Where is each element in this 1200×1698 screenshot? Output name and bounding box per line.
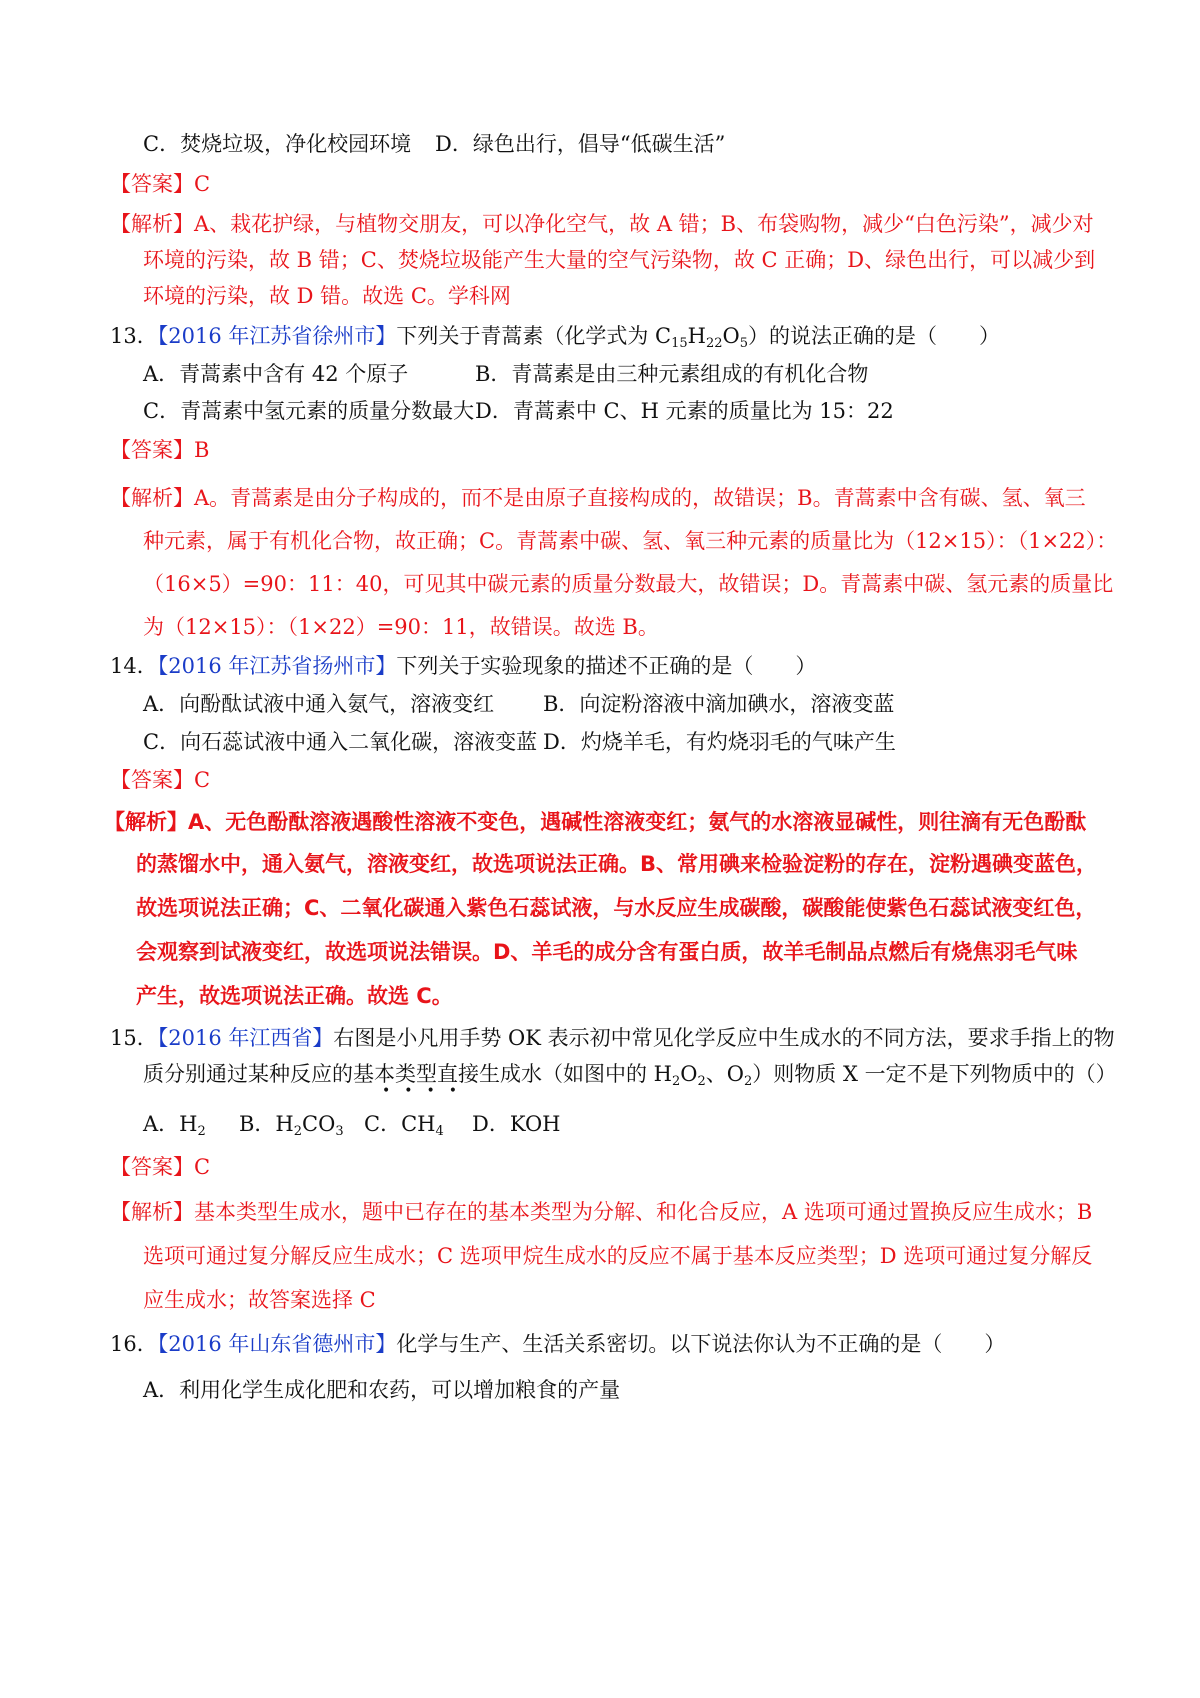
q15-option-b	[239, 1110, 364, 1138]
q15-analysis-line-2: 选项可通过复分解反应生成水；C 选项甲烷生成水的反应不属于基本反应类型；D 选项可通过复分解反	[143, 1244, 1093, 1268]
q14-option-c: C．向石蕊试液中通入二氧化碳，溶液变蓝	[143, 730, 538, 754]
question-number: 13．	[110, 324, 158, 348]
subscript: 22	[705, 336, 723, 351]
analysis-tag: 【解析】	[110, 486, 194, 510]
q15-answer	[110, 1153, 210, 1181]
stem-text: ）则物质 X 一定不是下列物质中的（）	[752, 1062, 1117, 1086]
q12-answer	[110, 170, 210, 198]
q14-options-row-1	[143, 690, 894, 718]
q13-option-a: A．青蒿素中含有 42 个原子	[143, 362, 409, 386]
analysis-tag: 【解析】	[110, 1200, 194, 1224]
q14-options-row-2	[143, 728, 896, 756]
q14-option-b: B．向淀粉溶液中滴加碘水，溶液变蓝	[543, 692, 895, 716]
q15-analysis-line-1	[110, 1198, 1092, 1226]
subscript: 2	[697, 1074, 706, 1089]
stem-text: ）的说法正确的是（ ）	[748, 324, 1001, 348]
q14-analysis-line-4: 会观察到试液变红，故选项说法错误。D、羊毛的成分含有蛋白质，故羊毛制品点燃后有烧焦羽毛气味	[136, 940, 1078, 964]
question-source: 【2016 年江苏省徐州市】	[157, 324, 397, 348]
q12-analysis-line-1	[110, 210, 1094, 238]
stem-text: 质分别通过某种反应的基本类型直接生成水（如图中的 H	[143, 1062, 672, 1086]
q16-stem	[110, 1330, 1005, 1358]
option-text: A．H	[143, 1112, 198, 1136]
analysis-tag: 【解析】	[110, 212, 194, 236]
formula-part: O	[680, 1062, 698, 1086]
subscript: 15	[671, 336, 688, 351]
q12-options-row	[143, 130, 725, 158]
subscript: 2	[293, 1124, 303, 1139]
q13-stem	[110, 322, 1000, 350]
q12-option-c: C．焚烧垃圾，净化校园环境	[143, 132, 412, 156]
question-number: 15．	[110, 1026, 158, 1050]
subscript: 2	[744, 1074, 753, 1089]
subscript: 2	[197, 1124, 206, 1139]
q13-analysis-line-1	[110, 484, 1086, 512]
stem-text: 下列关于实验现象的描述不正确的是（ ）	[396, 654, 817, 678]
question-number: 16．	[110, 1332, 158, 1356]
answer-value: B	[194, 438, 210, 462]
stem-text: 化学与生产、生活关系密切。以下说法你认为不正确的是（ ）	[396, 1332, 1006, 1356]
q13-analysis-line-4: 为（12×15）：（1×22）=90：11，故错误。故选 B。	[143, 615, 659, 639]
q14-analysis-line-3: 故选项说法正确；C、二氧化碳通入紫色石蕊试液，与水反应生成碳酸，碳酸能使紫色石蕊试液变红色，	[136, 896, 1097, 920]
answer-value: C	[194, 768, 211, 792]
q15-stem-line-2	[143, 1060, 1117, 1088]
q12-analysis-line-3: 环境的污染，故 D 错。故选 C。学科网	[143, 284, 511, 308]
answer-tag: 【答案】	[110, 768, 194, 792]
q15-analysis-line-3: 应生成水；故答案选择 C	[143, 1288, 376, 1312]
answer-value: C	[194, 1155, 211, 1179]
q13-option-b: B．青蒿素是由三种元素组成的有机化合物	[475, 362, 869, 386]
q14-analysis-line-1	[104, 808, 1086, 836]
formula-part: 、O	[705, 1062, 744, 1086]
q13-analysis-line-3: （16×5）=90：11：40，可见其中碳元素的质量分数最大，故错误；D。青蒿素中碳、氢元素的质量比	[143, 572, 1114, 596]
q13-options-row-1	[143, 360, 868, 388]
option-text: C．CH	[364, 1112, 436, 1136]
q14-stem	[110, 652, 816, 680]
q15-options-row	[143, 1110, 561, 1138]
formula-part: O	[722, 324, 740, 348]
q14-option-a: A．向酚酞试液中通入氨气，溶液变红	[143, 692, 495, 716]
answer-tag: 【答案】	[110, 438, 194, 462]
q14-option-d: D．灼烧羊毛，有灼烧羽毛的气味产生	[543, 730, 896, 754]
analysis-text: A、无色酚酞溶液遇酸性溶液不变色，遇碱性溶液变红；氨气的水溶液显碱性，则往滴有无色酚酞	[188, 810, 1087, 834]
analysis-text: A。青蒿素是由分子构成的，而不是由原子直接构成的，故错误；B。青蒿素中含有碳、氢、氧三	[194, 486, 1086, 510]
q12-analysis-line-2: 环境的污染，故 B 错；C、焚烧垃圾能产生大量的空气污染物，故 C 正确；D、绿色出行，可以减少到	[143, 248, 1096, 272]
q15-stem-line-1	[110, 1024, 1115, 1052]
option-text: CO	[302, 1112, 336, 1136]
subscript: 4	[435, 1124, 444, 1139]
q14-analysis-line-5: 产生，故选项说法正确。故选 C。	[136, 984, 453, 1008]
question-number: 14．	[110, 654, 158, 678]
q13-answer	[110, 436, 209, 464]
subscript: 5	[739, 336, 749, 351]
analysis-text: 基本类型生成水，题中已存在的基本类型为分解、和化合反应，A 选项可通过置换反应生成水；B	[194, 1200, 1093, 1224]
stem-text: 右图是小凡用手势 OK 表示初中常见化学反应中生成水的不同方法，要求手指上的物	[333, 1026, 1115, 1050]
question-source: 【2016 年江西省】	[157, 1026, 334, 1050]
answer-tag: 【答案】	[110, 1155, 194, 1179]
q13-option-d: D．青蒿素中 C、H 元素的质量比为 15：22	[475, 399, 894, 423]
q15-option-c	[364, 1110, 472, 1138]
q13-analysis-line-2: 种元素，属于有机化合物，故正确；C。青蒿素中碳、氢、氧三种元素的质量比为（12×15）：（1×22）：	[143, 529, 1118, 553]
analysis-text: A、栽花护绿，与植物交朋友，可以净化空气，故 A 错；B、布袋购物，减少“白色污染”，减少对	[194, 212, 1094, 236]
formula-part: H	[687, 324, 706, 348]
q15-option-a	[143, 1110, 239, 1138]
subscript: 3	[335, 1124, 344, 1139]
stem-text: 下列关于青蒿素（化学式为 C	[396, 324, 672, 348]
answer-tag: 【答案】	[110, 172, 194, 196]
answer-value: C	[194, 172, 211, 196]
emphasis-dots: ••••	[382, 1083, 472, 1099]
q14-analysis-line-2: 的蒸馏水中，通入氨气，溶液变红，故选项说法正确。B、常用碘来检验淀粉的存在，淀粉遇碘变蓝色，	[136, 852, 1098, 876]
q16-option-a: A．利用化学生成化肥和农药，可以增加粮食的产量	[143, 1378, 621, 1402]
q13-options-row-2	[143, 397, 894, 425]
option-text: B．H	[239, 1112, 294, 1136]
q13-option-c: C．青蒿素中氢元素的质量分数最大	[143, 399, 475, 423]
q14-answer	[110, 766, 210, 794]
q15-option-d: D．KOH	[472, 1112, 561, 1136]
q12-option-d: D．绿色出行，倡导“低碳生活”	[435, 132, 726, 156]
question-source: 【2016 年江苏省扬州市】	[157, 654, 397, 678]
question-source: 【2016 年山东省德州市】	[157, 1332, 397, 1356]
analysis-tag: 【解析】	[104, 810, 188, 834]
subscript: 2	[672, 1074, 681, 1089]
